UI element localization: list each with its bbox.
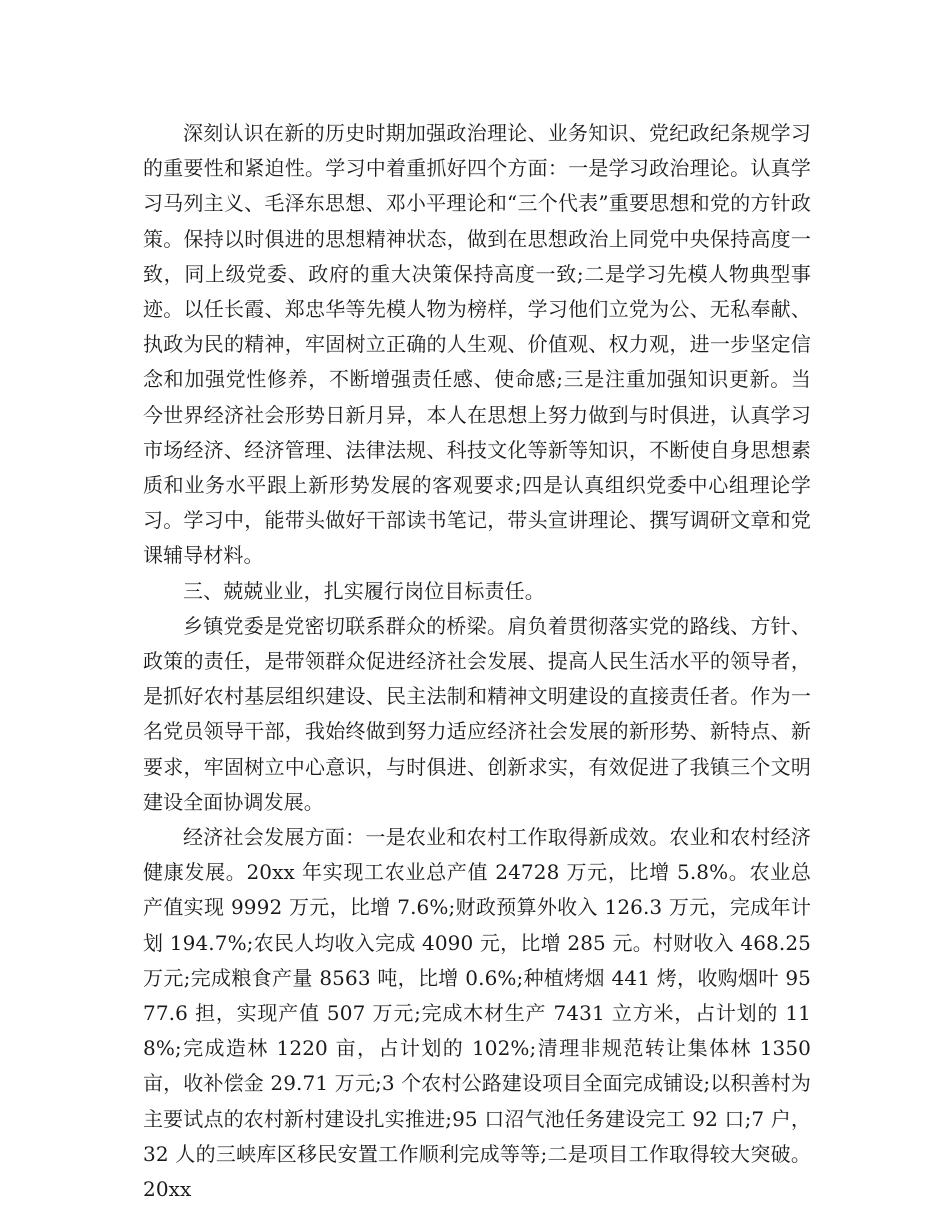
section-heading-duties: 三、兢兢业业，扎实履行岗位目标责任。: [183, 578, 545, 603]
paragraph-study: 深刻认识在新的历史时期加强政治理论、业务知识、党纪政纪条规学习的重要性和紧迫性。学习中着重抓好四个方面：一是学习政治理论。认真学习马列主义、毛泽东思想、邓小平理论和“三个代表”重要思想和党的方针政策。保持以时俱进的思想精神状态，做到在思想政治上同党中央保持高度一致，同上级党委、政府的重大决策保持高度一致;二是学习先模人物典型事迹。以任长霞、郑忠华等先模人物为榜样，学习他们立党为公、无私奉献、执政为民的精神，牢固树立正确的人生观、价值观、权力观，进一步坚定信念和加强党性修养，不断增强责任感、使命感;三是注重加强知识更新。当今世界经济社会形势日新月异，本人在思想上努力做到与时俱进，认真学习市场经济、经济管理、法律法规、科技文化等新等知识，不断使自身思想素质和业务水平跟上新形势发展的客观要求;四是认真组织党委中心组理论学习。学习中，能带头做好干部读书笔记，带头宣讲理论、撰写调研文章和党课辅导材料。: [143, 121, 811, 568]
paragraph-party-committee: 乡镇党委是党密切联系群众的桥梁。肩负着贯彻落实党的路线、方针、政策的责任，是带领群众促进经济社会发展、提高人民生活水平的领导者，是抓好农村基层组织建设、民主法制和精神文明建设的直接责任者。作为一名党员领导干部，我始终做到努力适应经济社会发展的新形势、新特点、新要求，牢固树立中心意识，与时俱进、创新求实，有效促进了我镇三个文明建设全面协调发展。: [143, 613, 811, 814]
paragraph-economic-development: 经济社会发展方面：一是农业和农村工作取得新成效。农业和农村经济健康发展。20xx 年实现工农业总产值 24728 万元，比增 5.8%。农业总产值实现 9992 万元，比增 7.6%;财政预算外收入 126.3 万元，完成年计划 194.7%;农民人均收入完成 4090 元，比增 285 元。村财收入 468.25 万元;完成粮食产量 8563 吨，比增 0.6%;种植烤烟 441 烤，收购烟叶 9577.6 担，实现产值 507 万元;完成木材生产 7431 立方米，占计划的 118%;完成造林 1220 亩，占计划的 102%;清理非规范转让集体林 1350 亩，收补偿金 29.71 万元;3 个农村公路建设项目全面完成铺设;以积善村为主要试点的农村新村建设扎实推进;95 口沼气池任务建设完工 92 口;7 户，32 人的三峡库区移民安置工作顺利完成等等;二是项目工作取得较大突破。20xx: [143, 825, 811, 1202]
document-body: [143, 116, 811, 1207]
